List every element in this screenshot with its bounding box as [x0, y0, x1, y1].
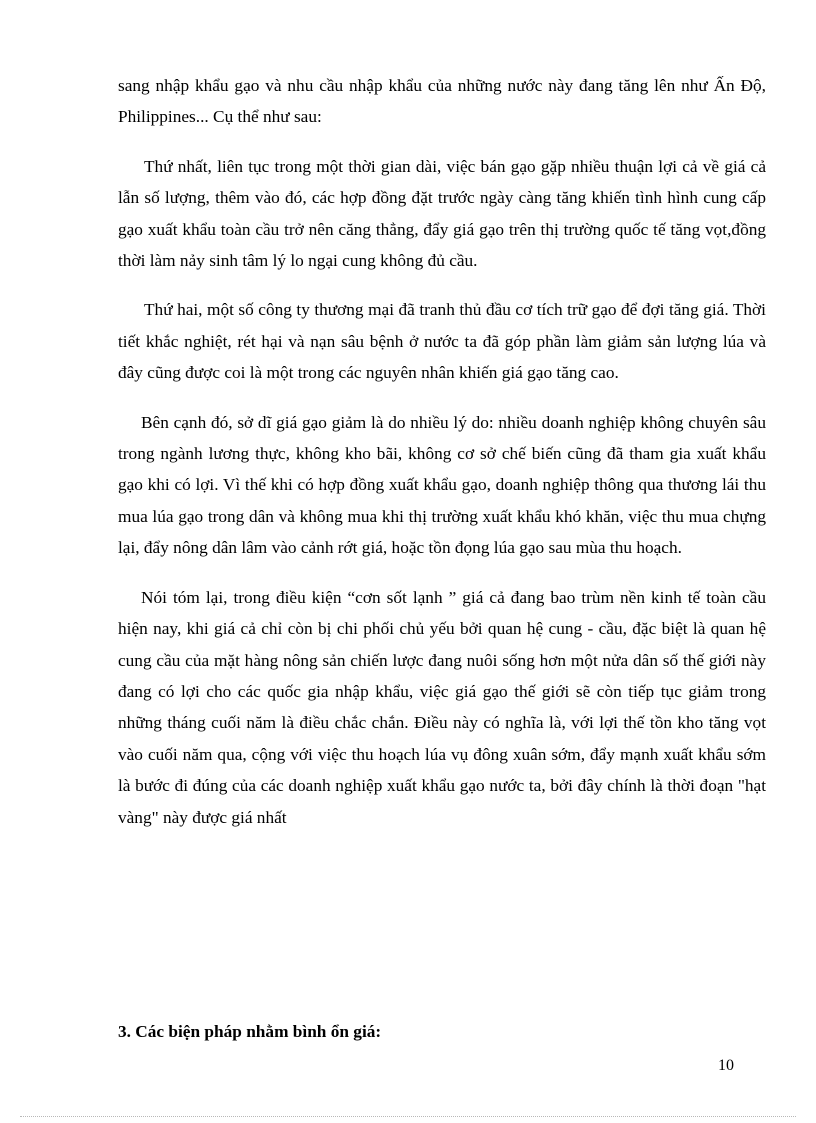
body-text: [118, 70, 766, 833]
section-heading: 3. Các biện pháp nhằm bình ổn giá:: [118, 1022, 382, 1041]
paragraph-first-reason: Thứ nhất, liên tục trong một thời gian dài, việc bán gạo gặp nhiều thuận lợi cả về giá cả lẫn số lượng, thêm vào đó, các hợp đồng đặt trước ngày càng tăng khiến tình hình cung cấp gạo xuất khẩu toàn cầu trở nên căng thẳng, đẩy giá gạo trên thị trường quốc tế tăng vọt,đồng thời làm nảy sinh tâm lý lo ngại cung không đủ cầu.: [118, 156, 766, 271]
page-bottom-divider: [20, 1116, 796, 1117]
paragraph-price-decline: Bên cạnh đó, sở dĩ giá gạo giảm là do nhiều lý do: nhiều doanh nghiệp không chuyên sâu trong ngành lương thực, không kho bãi, không cơ sở chế biến cũng đã tham gia xuất khẩu gạo khi có lợi. Vì thế khi có hợp đồng xuất khẩu gạo, doanh nghiệp thông qua thương lái thu mua lúa gạo trong dân và không mua khi thị trường xuất khẩu khó khăn, việc thu mua chựng lại, đẩy nông dân lâm vào cảnh rớt giá, hoặc tồn đọng lúa gạo sau mùa thu hoạch.: [118, 412, 766, 558]
paragraph-intro: sang nhập khẩu gạo và nhu cầu nhập khẩu của những nước này đang tăng lên như Ấn Độ, Philippines... Cụ thể như sau:: [118, 76, 766, 127]
page-number: 10: [718, 1057, 734, 1074]
paragraph-conclusion: Nói tóm lại, trong điều kiện “cơn sốt lạnh ” giá cả đang bao trùm nền kinh tế toàn cầu hiện nay, khi giá cả chỉ còn bị chi phối chủ yếu bởi quan hệ cung - cầu, đặc biệt là quan hệ cung cầu của mặt hàng nông sản chiến lược đang nuôi sống hơn một nửa dân số thế giới này đang có lợi cho các quốc gia nhập khẩu, việc giá gạo thế giới sẽ còn tiếp tục giảm trong những tháng cuối năm là điều chắc chắn. Điều này có nghĩa là, với lợi thế tồn kho tăng vọt vào cuối năm qua, cộng với việc thu hoạch lúa vụ đông xuân sớm, đẩy mạnh xuất khẩu sớm là bước đi đúng của các doanh nghiệp xuất khẩu gạo nước ta, bởi đây chính là thời đoạn "hạt vàng" này được giá nhất: [118, 587, 766, 827]
paragraph-second-reason: Thứ hai, một số công ty thương mại đã tranh thủ đầu cơ tích trữ gạo để đợi tăng giá. Thời tiết khắc nghiệt, rét hại và nạn sâu bệnh ở nước ta đã góp phần làm giảm sản lượng lúa và đây cũng được coi là một trong các nguyên nhân khiến giá gạo tăng cao.: [118, 300, 766, 383]
